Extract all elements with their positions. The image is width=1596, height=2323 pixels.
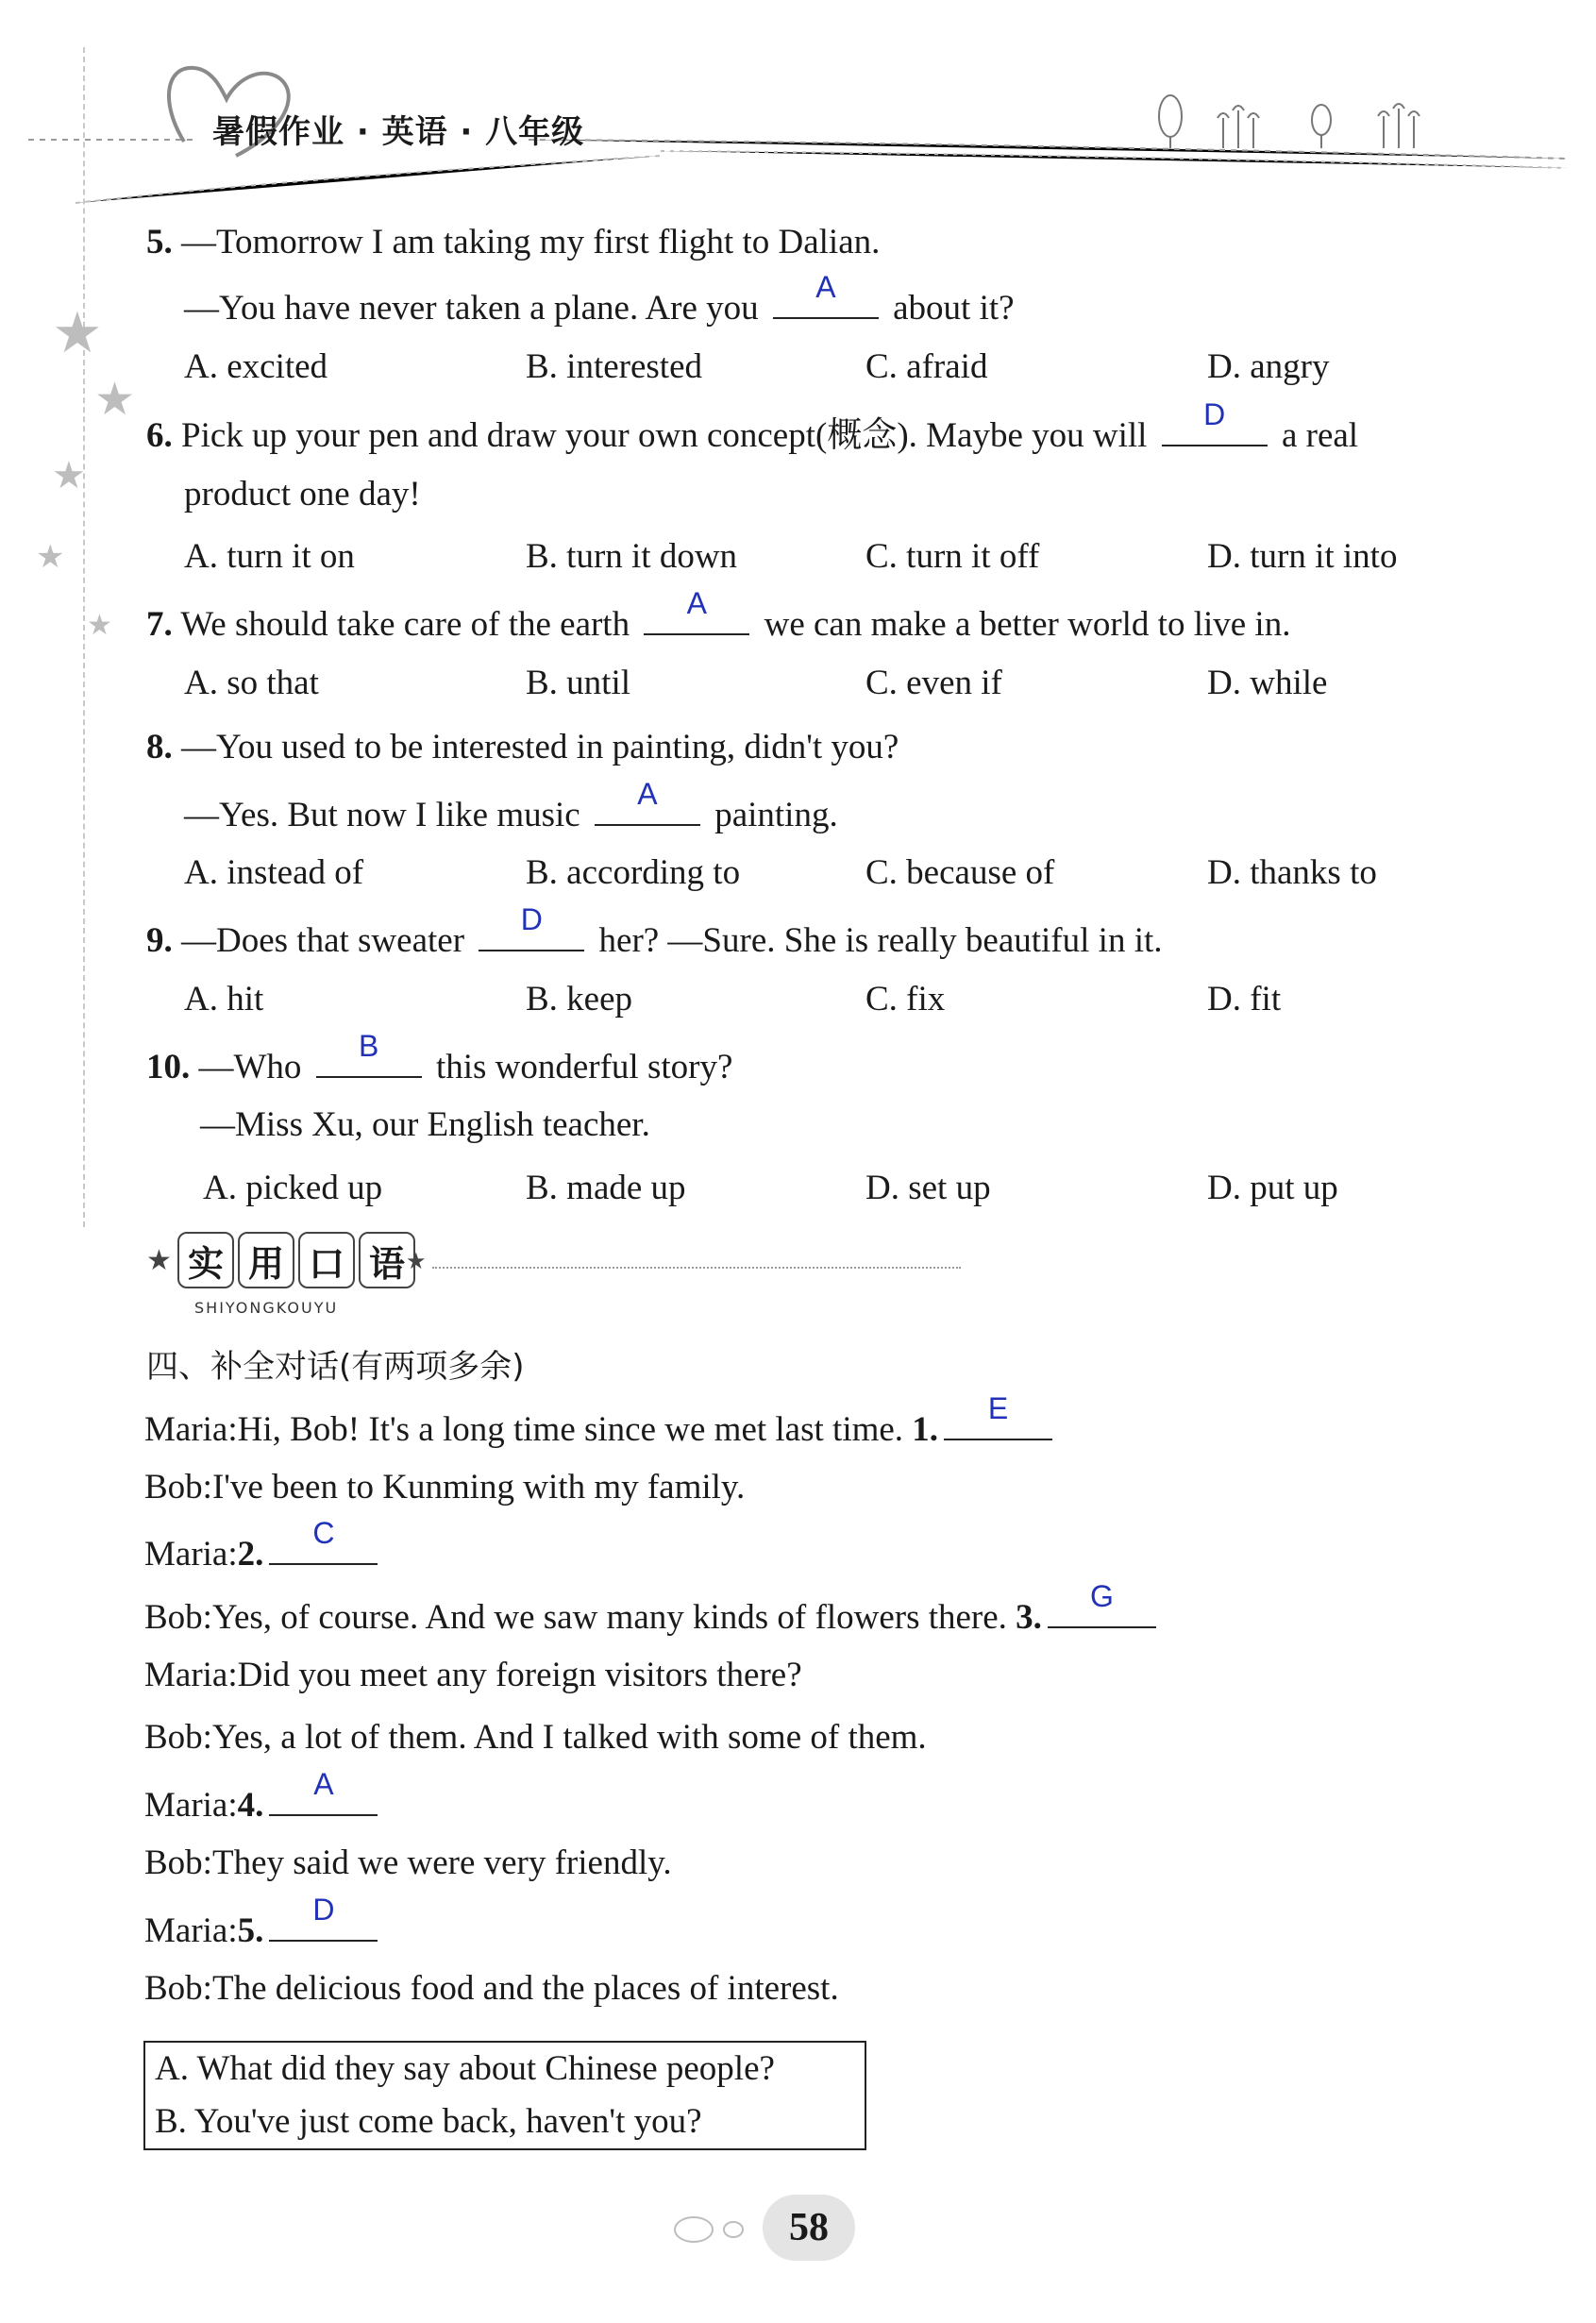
option-b: B. interested <box>526 347 703 386</box>
dialogue-text: Did you meet any foreign visitors there? <box>237 1656 802 1694</box>
question-text: We should take care of the earth <box>180 605 630 644</box>
question-text: —Does that sweater <box>181 921 465 960</box>
question-8-line2 <box>184 777 838 836</box>
option-d: D. angry <box>1207 347 1330 386</box>
dialogue-line <box>144 1391 1058 1451</box>
option-a: A. hit <box>184 980 264 1018</box>
option-d: D. turn it into <box>1207 537 1398 576</box>
option-d: D. thanks to <box>1207 853 1377 892</box>
speaker: Bob: <box>144 1598 212 1637</box>
question-number: 7. <box>146 605 173 644</box>
star-icon: ★ <box>36 540 65 575</box>
dialogue-text: I've been to Kunming with my family. <box>211 1468 746 1507</box>
blank-number: 5. <box>237 1911 264 1950</box>
question-7-line1 <box>146 586 1291 646</box>
star-icon: ★ <box>94 375 136 425</box>
question-text: her? —Sure. She is really beautiful in it. <box>598 921 1163 960</box>
handwritten-answer: A <box>686 586 708 620</box>
answer-blank[interactable] <box>595 777 700 826</box>
answer-blank[interactable] <box>269 1516 378 1565</box>
dialogue-text: Yes, of course. And we saw many kinds of flowers there. <box>211 1598 1007 1637</box>
star-icon: ★ <box>146 1245 172 1276</box>
option-a: A. turn it on <box>184 537 355 576</box>
dialogue-line <box>144 1579 1162 1639</box>
question-6-line1 <box>146 397 1359 457</box>
question-10-line2: —Miss Xu, our English teacher. <box>200 1105 650 1144</box>
tree-icon-group <box>1142 90 1444 156</box>
answer-blank[interactable] <box>269 1893 378 1942</box>
dialogue-line <box>144 1516 383 1575</box>
speaker: Maria: <box>144 1656 238 1694</box>
speaker: Bob: <box>144 1718 212 1757</box>
speaker: Bob: <box>144 1843 212 1882</box>
question-text: painting. <box>714 796 838 834</box>
handwritten-answer: B <box>359 1029 379 1063</box>
option-a: A. excited <box>184 347 328 386</box>
handwritten-answer: A <box>815 270 836 304</box>
header-title: 暑假作业 · 英语 · 八年级 <box>212 113 585 151</box>
handwritten-answer: D <box>312 1893 335 1927</box>
answer-blank[interactable] <box>479 902 584 951</box>
part4-heading: 四、补全对话(有两项多余) <box>146 1348 525 1386</box>
section-divider <box>432 1267 961 1269</box>
badge-char: 用 <box>238 1232 294 1288</box>
question-text: a real <box>1281 416 1359 455</box>
speaker: Maria: <box>144 1535 238 1574</box>
question-text: —Yes. But now I like music <box>184 796 580 834</box>
option-b: B. until <box>526 664 631 702</box>
handwritten-answer: E <box>987 1391 1009 1425</box>
question-number: 8. <box>146 728 173 766</box>
choice-a: A. What did they say about Chinese people? <box>155 2049 775 2088</box>
star-icon: ★ <box>87 610 112 641</box>
dialogue-line <box>144 1893 383 1952</box>
option-b: B. keep <box>526 980 633 1018</box>
badge-char: 语 <box>359 1232 415 1288</box>
question-text: we can make a better world to live in. <box>764 605 1291 644</box>
question-8-line1 <box>146 727 899 768</box>
speaker: Maria: <box>144 1410 238 1449</box>
page-number: 58 <box>763 2195 855 2261</box>
blank-number: 2. <box>237 1535 264 1574</box>
answer-blank[interactable] <box>1162 397 1268 446</box>
answer-blank[interactable] <box>644 586 749 635</box>
question-number: 5. <box>146 223 173 261</box>
option-c: D. set up <box>865 1169 991 1207</box>
option-c: C. afraid <box>865 347 988 386</box>
speaker: Maria: <box>144 1911 238 1950</box>
margin-dashed-line <box>83 47 85 1227</box>
question-number: 10. <box>146 1048 191 1086</box>
badge-pinyin: SHIYONGKOUYU <box>194 1299 339 1317</box>
option-b: B. turn it down <box>526 537 738 576</box>
option-d: D. while <box>1207 664 1328 702</box>
option-c: C. fix <box>865 980 946 1018</box>
option-c: C. turn it off <box>865 537 1040 576</box>
option-a: A. so that <box>184 664 319 702</box>
answer-blank[interactable] <box>269 1767 378 1816</box>
question-text: —You used to be interested in painting, didn't you? <box>181 728 899 766</box>
question-text: —Tomorrow I am taking my first flight to Dalian. <box>181 223 881 261</box>
handwritten-answer: G <box>1089 1579 1114 1613</box>
handwritten-answer: A <box>637 777 658 811</box>
question-text: —You have never taken a plane. Are you <box>184 289 759 328</box>
question-text: this wonderful story? <box>435 1048 733 1086</box>
question-text: about it? <box>893 289 1015 328</box>
choices-box <box>143 2041 866 2150</box>
handwritten-answer: D <box>1203 397 1226 431</box>
dialogue-line <box>144 1655 802 1696</box>
blank-number: 3. <box>1016 1598 1042 1637</box>
question-5-line1 <box>146 222 880 263</box>
question-10-line1 <box>146 1029 733 1088</box>
question-9-line1 <box>146 902 1163 962</box>
option-c: C. even if <box>865 664 1002 702</box>
star-icon: ★ <box>406 1250 427 1274</box>
answer-blank[interactable] <box>316 1029 422 1078</box>
dialogue-line <box>144 1717 927 1759</box>
speaker: Maria: <box>144 1786 238 1825</box>
oral-section-badge <box>177 1232 415 1292</box>
option-c: C. because of <box>865 853 1055 892</box>
handwritten-answer: D <box>520 902 543 936</box>
speaker: Bob: <box>144 1468 212 1507</box>
handwritten-answer: C <box>312 1516 335 1550</box>
option-d: D. put up <box>1207 1169 1338 1207</box>
dialogue-text: They said we were very friendly. <box>211 1843 672 1882</box>
option-b: B. according to <box>526 853 741 892</box>
dialogue-line <box>144 1767 383 1826</box>
dialogue-line <box>144 1467 745 1508</box>
star-icon: ★ <box>52 302 103 364</box>
question-text: Pick up your pen and draw your own concept(概念). Maybe you will <box>181 416 1148 455</box>
star-icon: ★ <box>52 454 86 497</box>
choice-b: B. You've just come back, haven't you? <box>155 2102 702 2141</box>
dialogue-text: Hi, Bob! It's a long time since we met last time. <box>237 1410 904 1449</box>
dialogue-line <box>144 1968 839 2010</box>
dialogue-text: Yes, a lot of them. And I talked with some of them. <box>211 1718 927 1757</box>
handwritten-answer: A <box>313 1767 334 1801</box>
option-d: D. fit <box>1207 980 1282 1018</box>
question-text: —Who <box>198 1048 302 1086</box>
dialogue-line <box>144 1843 672 1884</box>
speaker: Bob: <box>144 1969 212 2008</box>
badge-char: 实 <box>177 1232 234 1288</box>
option-a: A. picked up <box>203 1169 383 1207</box>
option-a: A. instead of <box>184 853 364 892</box>
answer-blank[interactable] <box>1048 1579 1156 1628</box>
question-number: 9. <box>146 921 173 960</box>
answer-blank[interactable] <box>773 270 879 319</box>
question-6-line2: product one day! <box>184 475 421 513</box>
question-number: 6. <box>146 416 173 455</box>
blank-number: 1. <box>912 1410 939 1449</box>
badge-char: 口 <box>298 1232 355 1288</box>
page-number-decoration <box>665 2211 760 2248</box>
answer-blank[interactable] <box>944 1391 1052 1440</box>
dialogue-text: The delicious food and the places of interest. <box>211 1969 839 2008</box>
question-5-line2 <box>184 270 1015 329</box>
blank-number: 4. <box>237 1786 264 1825</box>
option-b: B. made up <box>526 1169 686 1207</box>
